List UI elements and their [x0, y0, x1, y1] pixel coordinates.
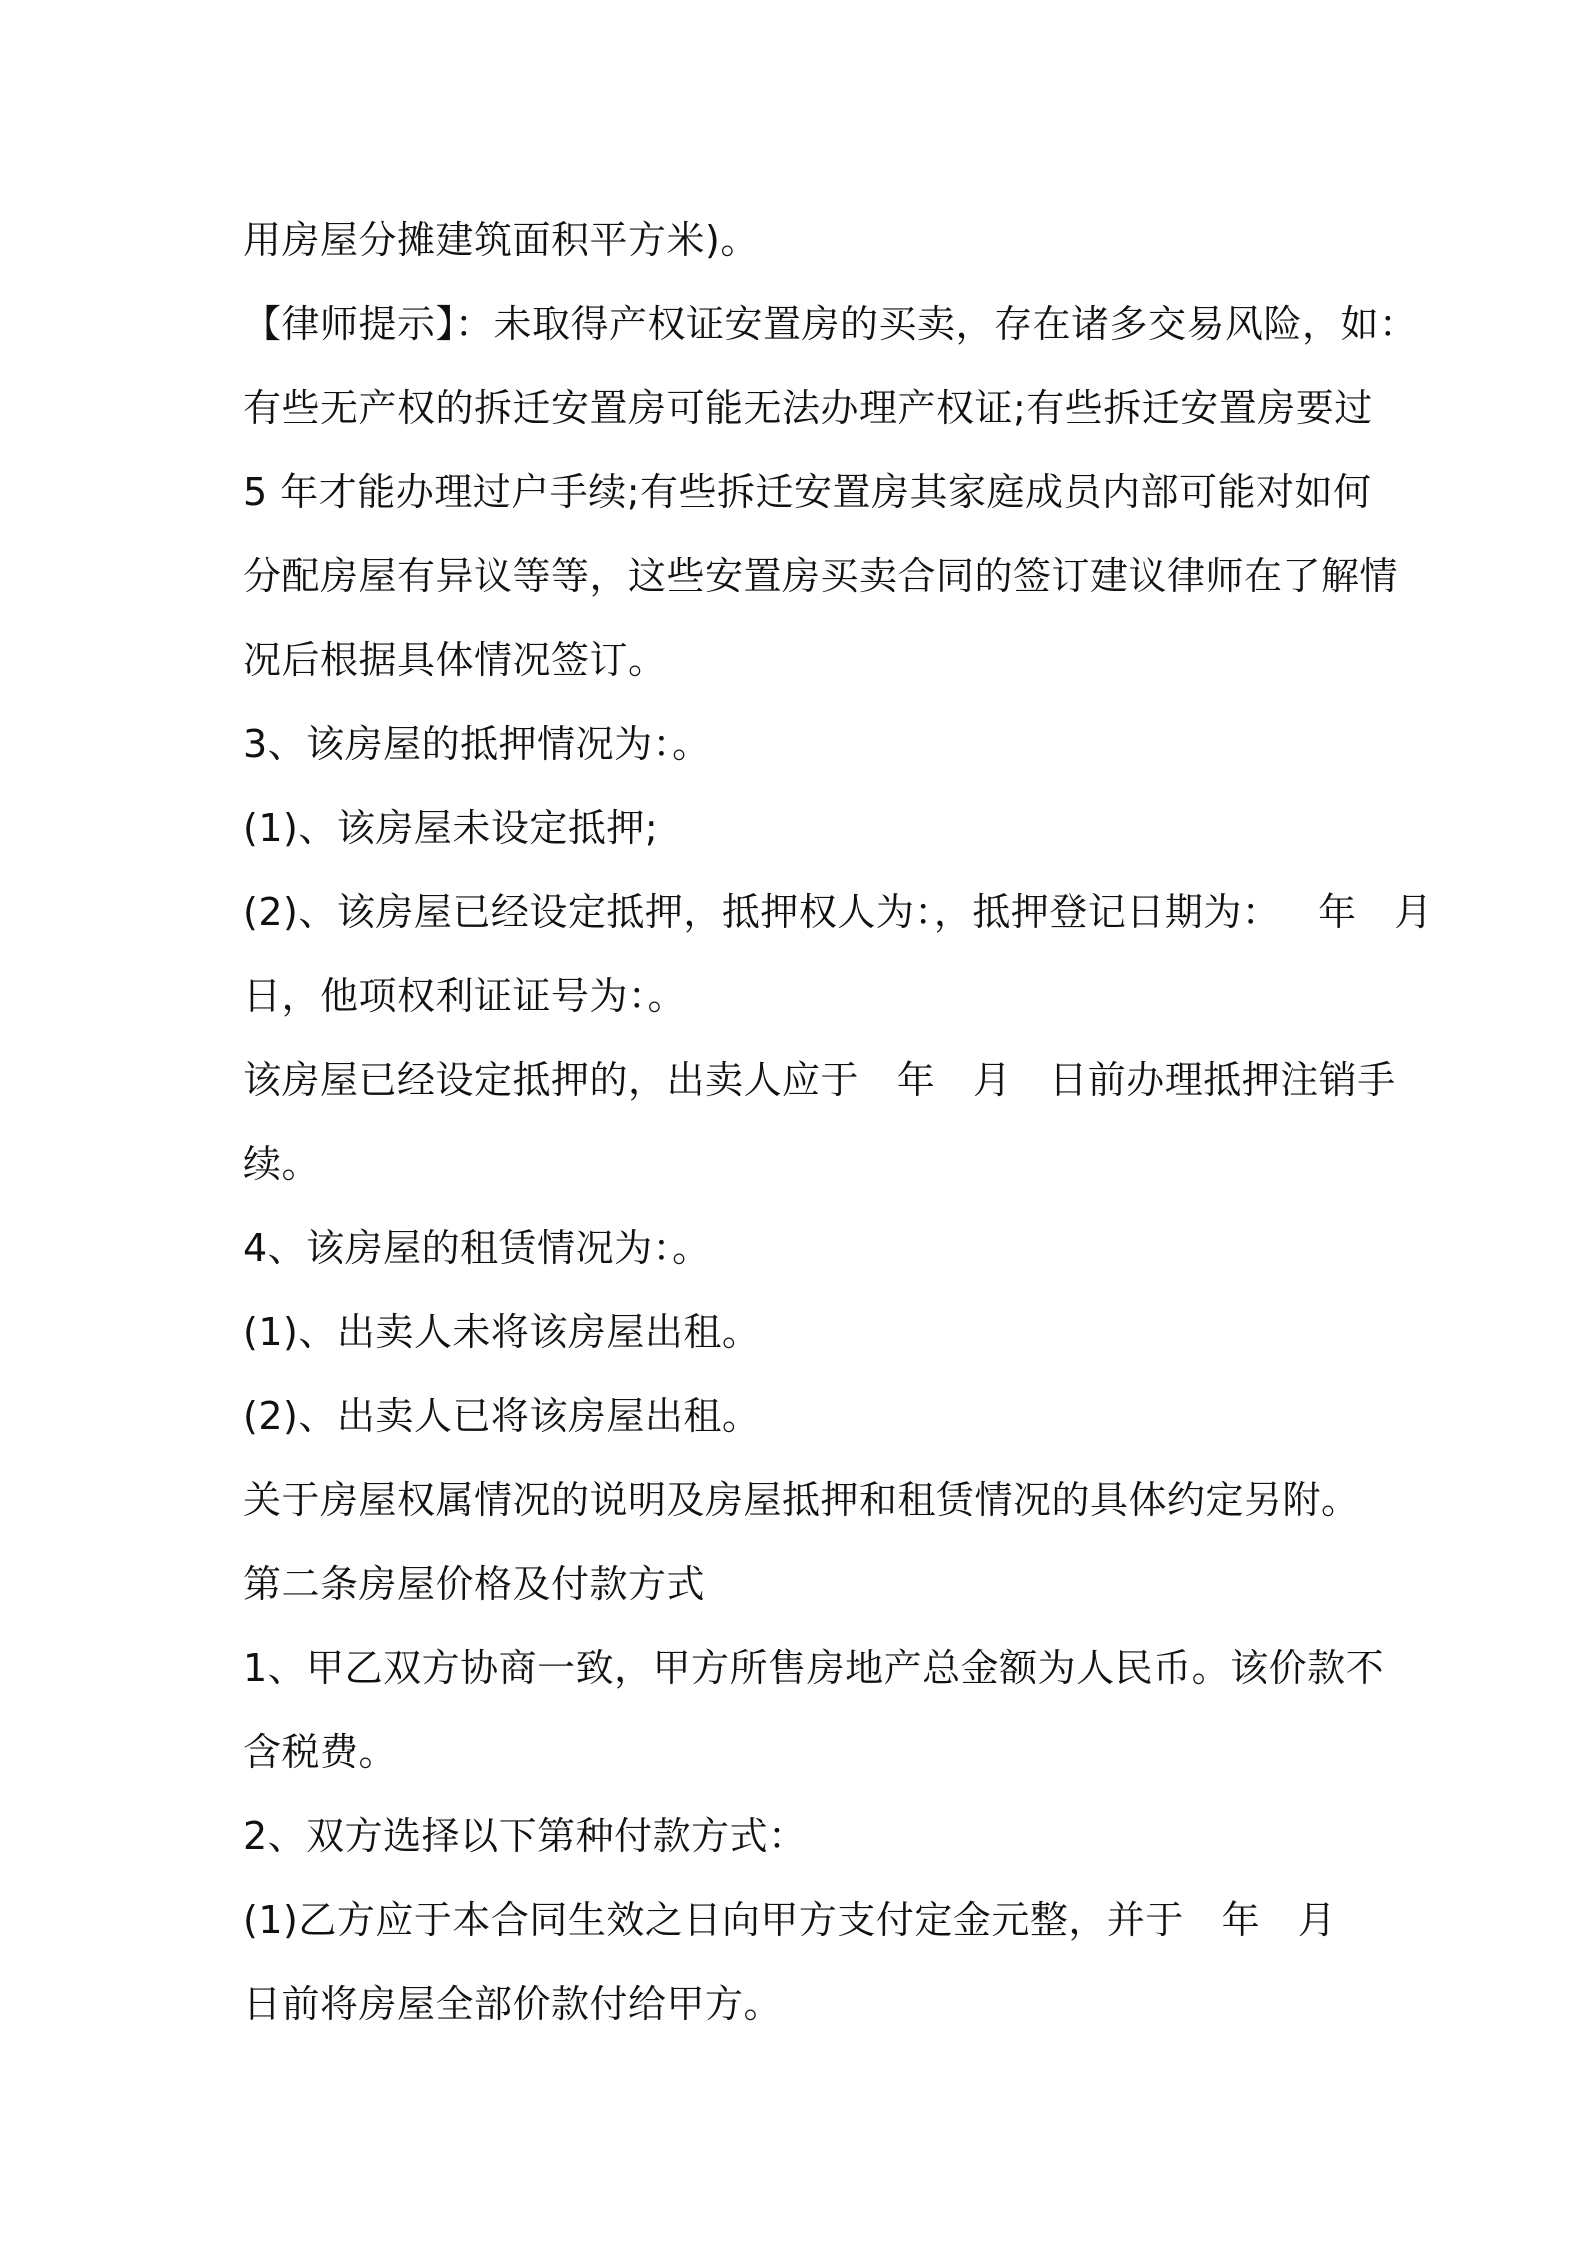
text-line: 2、双方选择以下第种付款方式：: [243, 1814, 807, 1858]
text-line: 用房屋分摊建筑面积平方米)。: [243, 218, 759, 262]
text-line: 况后根据具体情况签订。: [243, 638, 667, 682]
text-line: (1)、该房屋未设定抵押;: [243, 806, 659, 850]
text-line: 3、该房屋的抵押情况为：。: [243, 722, 711, 766]
document-body: [243, 198, 1433, 2046]
text-line: 含税费。: [243, 1730, 398, 1774]
text-line: 分配房屋有异议等等，这些安置房买卖合同的签订建议律师在了解情: [243, 554, 1399, 598]
text-line: 续。: [243, 1142, 321, 1186]
text-line: (2)、该房屋已经设定抵押，抵押权人为：，抵押登记日期为： 年 月: [243, 890, 1433, 934]
text-line: 1、甲乙双方协商一致，甲方所售房地产总金额为人民币。该价款不: [243, 1646, 1385, 1690]
text-line: 有些无产权的拆迁安置房可能无法办理产权证;有些拆迁安置房要过: [243, 386, 1373, 430]
section-heading: 第二条房屋价格及付款方式: [243, 1562, 706, 1606]
text-line: 5 年才能办理过户手续;有些拆迁安置房其家庭成员内部可能对如何: [243, 470, 1372, 514]
text-line: 日前将房屋全部价款付给甲方。: [243, 1982, 783, 2026]
text-line: 【律师提示】：未取得产权证安置房的买卖，存在诸多交易风险，如：: [243, 302, 1418, 346]
text-line: 该房屋已经设定抵押的，出卖人应于 年 月 日前办理抵押注销手: [243, 1058, 1396, 1102]
text-line: 关于房屋权属情况的说明及房屋抵押和租赁情况的具体约定另附。: [243, 1478, 1360, 1522]
text-line: (1)乙方应于本合同生效之日向甲方支付定金元整，并于 年 月: [243, 1898, 1337, 1942]
text-line: 日，他项权利证证号为：。: [243, 974, 687, 1018]
text-line: (2)、出卖人已将该房屋出租。: [243, 1394, 761, 1438]
text-line: 4、该房屋的租赁情况为：。: [243, 1226, 711, 1270]
text-line: (1)、出卖人未将该房屋出租。: [243, 1310, 761, 1354]
